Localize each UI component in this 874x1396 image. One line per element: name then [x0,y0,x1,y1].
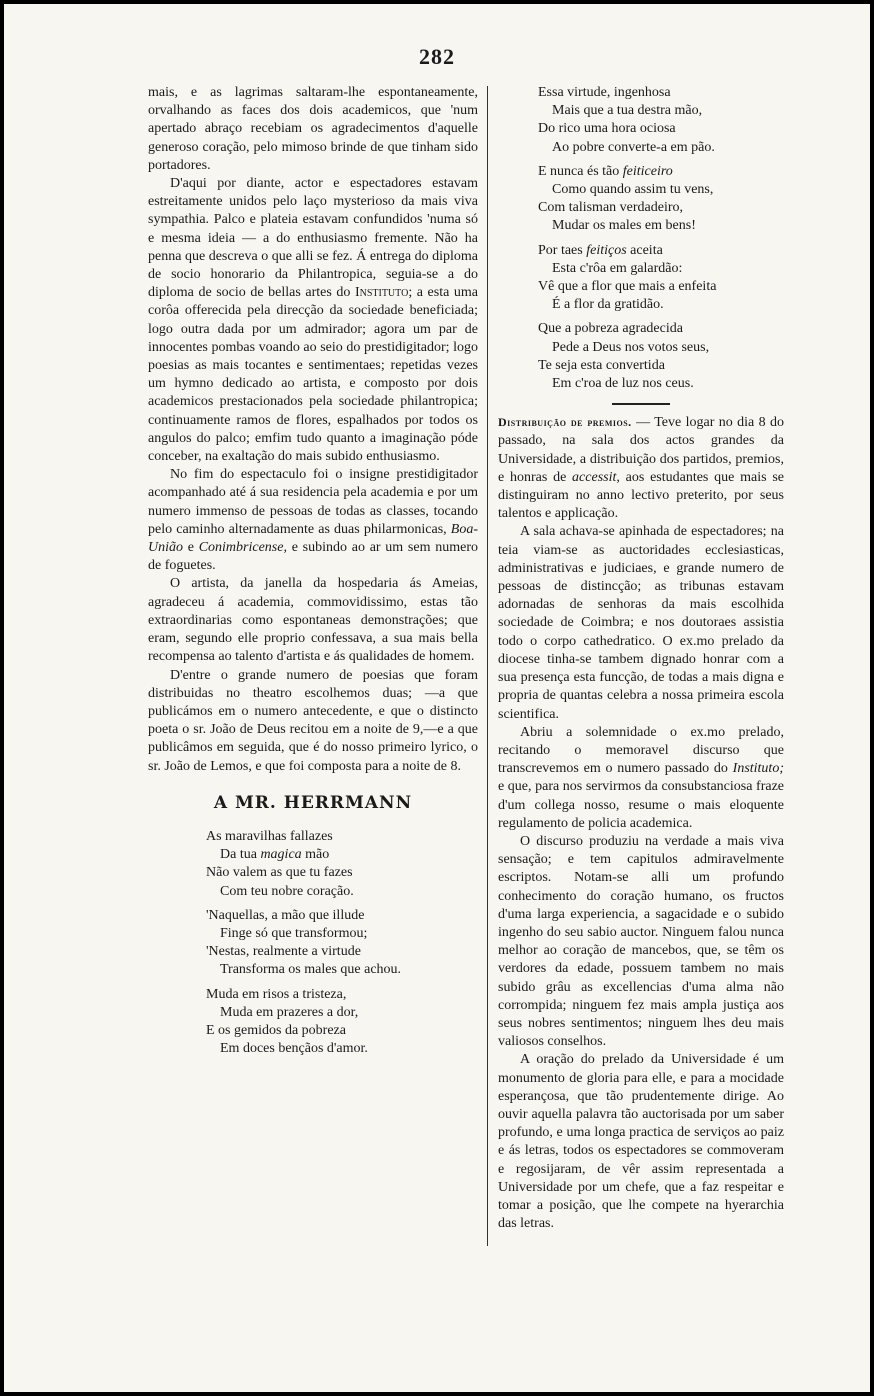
poem-line: Ao pobre converte-a em pão. [552,139,715,155]
poem-line: Por taes feitiços aceita [538,242,663,258]
poem-line: Essa virtude, ingenhosa [538,85,671,100]
poem-line: Pede a Deus nos votos seus, [552,339,710,355]
poem-right [498,84,784,393]
poem-title: A MR. HERRMANN [213,792,413,813]
poem-line: Em c'roa de luz nos ceus. [552,376,694,392]
column-divider [487,86,488,1246]
paragraph: A oração do prelado da Universidade é um monumento de gloria para elle, e para a mocidade esperançosa, que tão prudentemente dirige. Ao ouvir aquella palavra tão auctorisada por um saber profundo, e uma longa practica de serviços ao paiz e ás letras, todos os espectadores se commoveram e regosijaram, de vêr assim representada a Universidade por um chefe, que a faz respeitar e tomar a posição, que lhe compete na hyerarchia das letras. [498,1052,784,1232]
right-column [498,84,784,1233]
poem-line: Mais que a tua destra mão, [552,103,703,119]
poem-stanza [498,84,784,157]
section-rule [612,403,670,405]
paragraph: O discurso produziu na verdade a mais viva sensação; e tem capitulos admiravelmente escriptos. Notam-se alli um profundo conhecimento do coração humano, os fructos d'uma larga experiencia, a sagacidade e o subido ingenho do seu sabio auctor. Ninguem falou nunca melhor ao coração de mancebos, que, se têm os verdores da edade, possuem tambem no mais subido grâu as excellencias d'uma alma não corrompida; ninguem fez mais ampla justiça aos seus nobres sentimentos; ninguem lhes deu mais valiosos conselhos. [498,833,784,1050]
paragraph: A sala achava-se apinhada de espectadores; na teia viam-se as auctoridades ecclesiasticas, administrativas e judiciaes, e grande numero de pessoas de distincção; as tribunas estavam adornadas de senhoras da mais escolhida sociedade de Coimbra; e nos doutoraes assistia todo o corpo cathedratico. O ex.mo prelado da diocese tinha-se tambem dignado honrar com a sua presença esta funcção, de todas a mais digna e propria de quantas celebra a nossa primeira escola scientifica. [498,524,784,722]
paragraph: No fim do espectaculo foi o insigne prestidigitador acompanhado até á sua residencia pela academia e por um numero immenso de pessoas de todas as classes, tocando pelo caminho alternadamente as duas philarmonicas, Boa-União e Conimbricense, e subindo ao ar um sem numero de foguetes. [148,467,478,574]
poem-line: Com teu nobre coração. [220,883,354,899]
poem-line: Esta c'rôa em galardão: [552,260,683,276]
paragraph: D'aqui por diante, actor e espectadores estavam estreitamente unidos pelo laço mysterioso da mais viva sympathia. Palco e plateia estavam confundidos 'numa só e mesma ideia — a do enthusiasmo fremente. Não ha penna que descreva o que alli se fez. Á entrega do diploma de socio honorario da Philantropica, seguia-se a do diploma de socio de bellas artes do Instituto; a esta uma corôa offerecida pela direcção da sociedade beneficiada; logo outra dada por um admirador; agora um par de innocentes pombas voando ao seio do prestidigitador; logo poesias as mais tocantes e sentimentaes; repetidas vezes um hymno dedicado ao artista, e composto por dois academicos prestacionados pela sociedade philantropica; continuamente ramos de flores, espalhados por todos os angulos do palco; emfim tudo quanto a imaginação póde conceber, na exaltação do mais subido enthusiasmo. [148,176,478,465]
poem-left [148,828,478,1058]
left-column [148,84,478,1064]
poem-line: Com talisman verdadeiro, [538,200,684,216]
poem-line: Transforma os males que achou. [220,962,402,978]
poem-line: Muda em prazeres a dor, [220,1004,359,1020]
poem-stanza [498,163,784,236]
poem-line: Vê que a flor que mais a enfeita [538,279,717,295]
poem-line: E nunca és tão feiticeiro [538,163,673,179]
instituto-reference: Instituto [354,285,409,301]
poem-line: Muda em risos a tristeza, [206,986,347,1002]
poem-line: 'Naquellas, a mão que illude [206,907,365,923]
section-heading: Distribuição de premios. [498,415,632,430]
poem-line: Como quando assim tu vens, [552,182,714,198]
poem-stanza [148,986,478,1059]
poem-stanza [148,907,478,980]
poem-line: 'Nestas, realmente a virtude [206,944,361,960]
poem-line: Te seja esta convertida [538,357,665,373]
poem-line: Da tua magica mão [220,847,330,863]
paragraph: Distribuição de premios. — Teve logar no dia 8 do passado, na sala dos actos grandes da Universidade, a distribuição dos partidos, premios, e honras de accessit, aos estudantes que mais se distinguiram no anno lectivo preterito, por seus talentos e applicação. [498,415,784,522]
page-number: 282 [419,44,455,69]
poem-stanza [498,242,784,315]
poem-stanza [148,828,478,901]
paragraph: O artista, da janella da hospedaria ás Ameias, agradeceu á academia, commovidissimo, estas tão extraordinarias como espontaneas demonstrações; que eram, segundo elle proprio confessava, a sua mais bella recompensa ao talento d'artista e ás qualidades de homem. [148,576,478,665]
poem-stanza [498,320,784,393]
paragraph: D'entre o grande numero de poesias que foram distribuidas no theatro escolhemos duas; —a que publicámos em o numero antecedente, e que o distincto poeta o sr. João de Deus recitou em a noite de 9,—e a que publicâmos em seguida, que é do nosso primeiro lyrico, o sr. João de Lemos, e que foi composta para a noite de 8. [148,667,478,774]
poem-line: Que a pobreza agradecida [538,321,683,337]
poem-line: E os gemidos da pobreza [206,1022,346,1038]
poem-line: É a flor da gratidão. [552,297,664,313]
poem-line: As maravilhas fallazes [206,828,333,844]
poem-line: Finge só que transformou; [220,925,368,941]
paragraph: mais, e as lagrimas saltaram-lhe espontaneamente, orvalhando as faces dos dois academicos, que 'num apertado abraço recebiam os agradecimentos d'aquelle generoso coração, pelo mimoso brinde de que tinham sido portadores. [148,85,478,173]
poem-line: Mudar os males em bens! [552,218,696,234]
paragraph: Abriu a solemnidade o ex.mo prelado, recitando o memoravel discurso que transcrevemos em o numero passado do Instituto; e que, para nos servirmos da consubstanciosa fraze d'um collega nosso, resume o mais eloquente regulamento de policia academica. [498,724,784,831]
poem-line: Do rico uma hora ociosa [538,121,676,137]
poem-line: Não valem as que tu fazes [206,865,353,881]
poem-line: Em doces bençãos d'amor. [220,1041,368,1057]
